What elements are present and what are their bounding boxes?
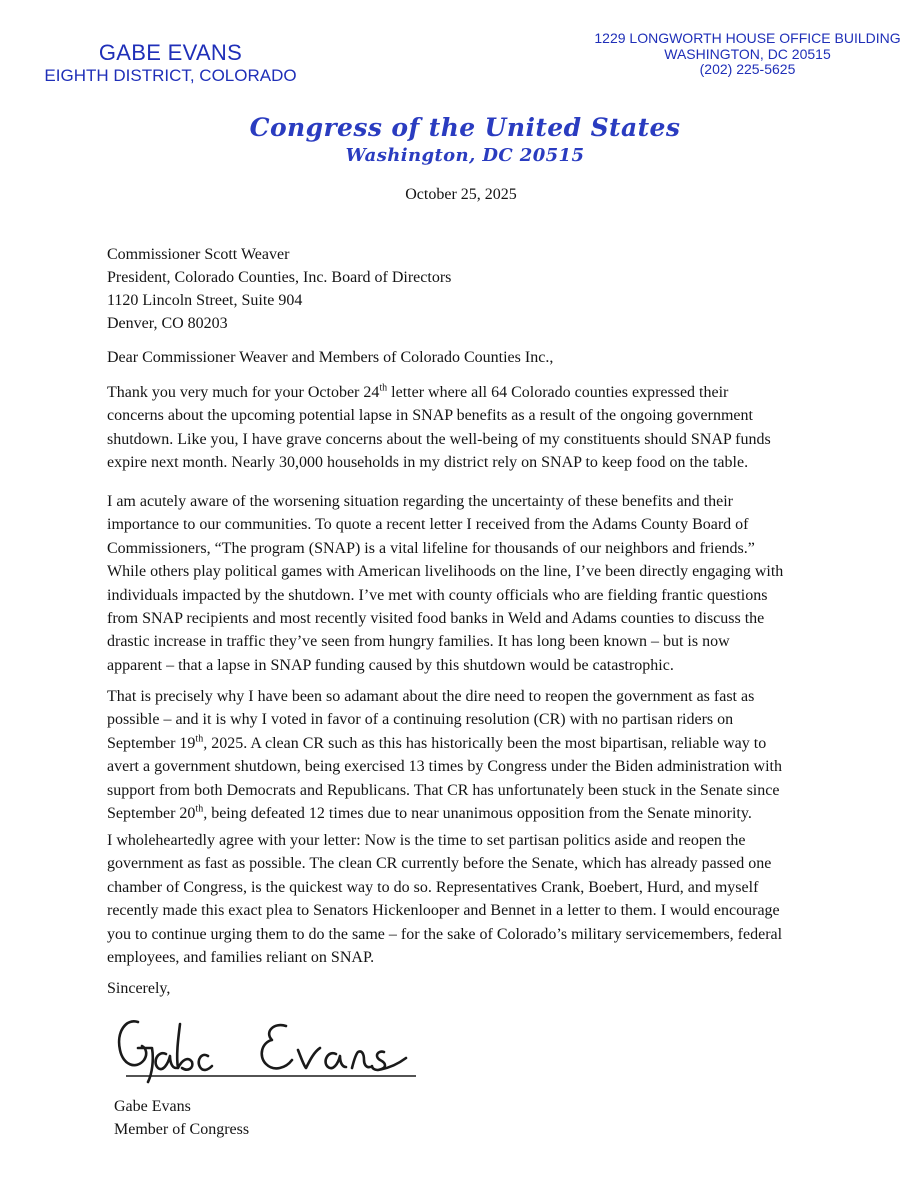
recipient-line: 1120 Lincoln Street, Suite 904 [107, 292, 303, 309]
salutation: Dear Commissioner Weaver and Members of Colorado Counties Inc., [107, 349, 554, 366]
text-line: shutdown. Like you, I have grave concerns about the well-being of my constituents should SNAP funds [107, 430, 771, 448]
closing-name: Gabe Evans [114, 1098, 191, 1115]
text-line: from SNAP recipients and most recently visited food banks in Weld and Adams counties to discuss the [107, 610, 765, 628]
office-address-line2: WASHINGTON, DC 20515 [664, 45, 831, 62]
office-address-line1: 1229 LONGWORTH HOUSE OFFICE BUILDING [594, 30, 901, 46]
recipient-address [107, 243, 451, 335]
text-line: drastic increase in traffic they’ve seen from hungry families. It has long been known – but is now [107, 633, 730, 651]
seal-title: Congress of the United States [249, 113, 681, 142]
text-line: Thank you very much for your October 24th letter where all 64 Colorado counties expressed their [107, 382, 729, 401]
text-line: I am acutely aware of the worsening situation regarding the uncertainty of these benefits and their [107, 493, 733, 510]
letterhead-left [28, 40, 313, 86]
text-line: apparent – that a lapse in SNAP funding caused by this shutdown would be catastrophic. [107, 656, 674, 674]
paragraph-2 [107, 490, 827, 677]
text-line: individuals impacted by the shutdown. I’ve met with county officials who are fielding frantic questions [107, 586, 768, 604]
text-line: September 19th, 2025. A clean CR such as this has historically been the most bipartisan, reliable way to [107, 733, 767, 752]
text-line: That is precisely why I have been so adamant about the dire need to reopen the government as fast as [107, 688, 755, 705]
handwritten-signature [108, 1010, 428, 1090]
text-line: you to continue urging them to do the same – for the sake of Colorado’s military servicemembers, federal [107, 925, 783, 943]
signature-drawing [108, 1010, 428, 1090]
text-line: expire next month. Nearly 30,000 households in my district rely on SNAP to keep food on the table. [107, 454, 749, 472]
recipient-line: Commissioner Scott Weaver [107, 246, 290, 263]
recipient-line: Denver, CO 80203 [107, 315, 228, 332]
text-line: concerns about the upcoming potential lapse in SNAP benefits as a result of the ongoing government [107, 407, 753, 425]
text-line: employees, and families reliant on SNAP. [107, 949, 375, 967]
office-phone: (202) 225-5625 [699, 61, 796, 77]
paragraph-4 [107, 829, 827, 969]
letterhead-seal [200, 112, 730, 168]
sign-off: Sincerely, [107, 980, 171, 997]
text-line: September 20th, being defeated 12 times due to near unanimous opposition from the Senate minority. [107, 803, 752, 823]
paragraph-3 [107, 685, 827, 825]
recipient-line: President, Colorado Counties, Inc. Board of Directors [107, 269, 452, 286]
letter-date: October 25, 2025 [405, 186, 517, 203]
member-district: EIGHTH DISTRICT, COLORADO [44, 66, 297, 85]
text-line: government as fast as possible. The clean CR currently before the Senate, which has already passed one [107, 855, 772, 873]
text-line: Commissioners, “The program (SNAP) is a vital lifeline for thousands of our neighbors and friends.” [107, 539, 755, 557]
closing-block [114, 1095, 249, 1141]
text-line: recently made this exact plea to Senators Hickenlooper and Bennet in a letter to them. I would encourage [107, 902, 780, 920]
closing-title: Member of Congress [114, 1121, 250, 1138]
text-line: importance to our communities. To quote a recent letter I received from the Adams County Board of [107, 516, 749, 534]
paragraph-1 [107, 381, 827, 475]
text-line: possible – and it is why I voted in favor of a continuing resolution (CR) with no partisan riders on [107, 711, 734, 729]
text-line: I wholeheartedly agree with your letter: Now is the time to set partisan politics aside and reopen the [107, 832, 746, 849]
seal-subtitle: Washington, DC 20515 [345, 145, 585, 166]
member-name: GABE EVANS [98, 40, 243, 65]
text-line: chamber of Congress, is the quickest way to do so. Representatives Crank, Boebert, Hurd, and myself [107, 878, 759, 896]
letterhead-address [585, 31, 910, 78]
text-line: support from both Democrats and Republicans. That CR has unfortunately been stuck in the Senate since [107, 781, 780, 799]
text-line: avert a government shutdown, being exercised 13 times by Congress under the Biden administration with [107, 758, 782, 776]
text-line: While others play political games with American livelihoods on the line, I’ve been directly engaging with [107, 563, 784, 581]
